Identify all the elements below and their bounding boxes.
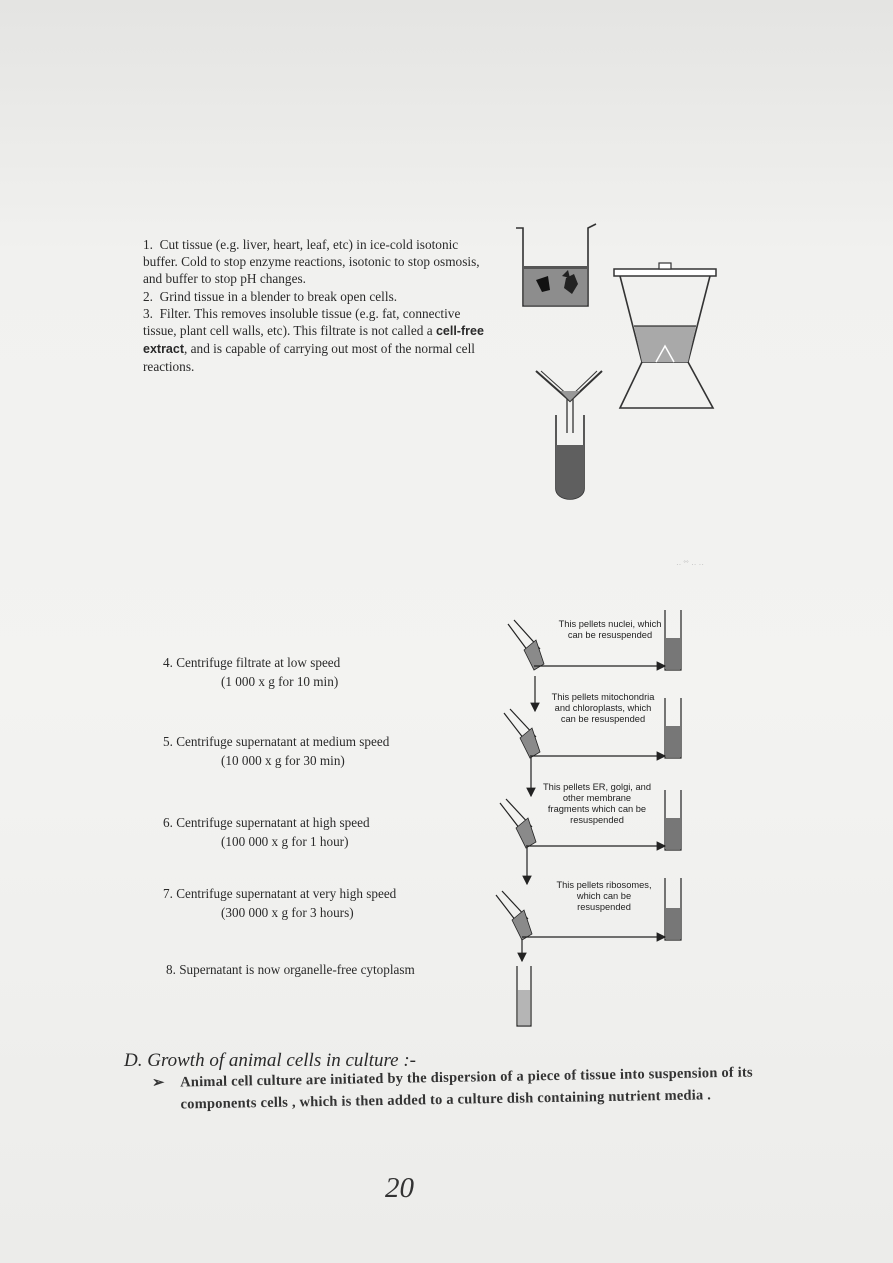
blender-illustration [612, 262, 722, 412]
angled-tube-1 [508, 620, 544, 670]
angled-tube-4 [496, 891, 532, 940]
cell-free-extract-term: cell-free extract [143, 324, 484, 357]
preparation-steps [143, 236, 488, 376]
centrifuge-step-5: 5. Centrifuge supernatant at medium speed (10 000 x g for 30 min) [163, 734, 390, 768]
bullet-arrow-icon: ➢ [152, 1074, 165, 1091]
section-d-heading: D. Growth of animal cells in culture :- [124, 1050, 417, 1071]
centrifuge-step-8: 8. Supernatant is now organelle-free cytoplasm [166, 962, 415, 977]
pellet-note-er-golgi: This pellets ER, golgi, and other membrane fragments which can be resuspended [542, 782, 651, 825]
pellet-note-mitochondria: This pellets mitochondria and chloroplasts, which can be resuspended [551, 692, 655, 724]
pellet-tube-3 [665, 790, 681, 850]
prep-step-1: 1. Cut tissue (e.g. liver, heart, leaf, etc) in ice-cold isotonic buffer. Cold to stop enzyme reactions, isotonic to stop osmosis, and buffer to stop pH changes. [143, 237, 480, 287]
bullet-text: Animal cell culture are initiated by the dispersion of a piece of tissue into suspension of its components cells , which is then added to a culture dish containing nutrient media . [180, 1064, 753, 1113]
pellet-tube-4 [665, 878, 681, 940]
pellet-note-nuclei: This pellets nuclei, which can be resuspended [558, 619, 662, 640]
cytoplasm-tube [517, 966, 531, 1026]
prep-step-2: 2. Grind tissue in a blender to break open cells. [143, 288, 398, 304]
pellet-note-ribosomes: This pellets ribosomes, which can be resuspended [556, 880, 652, 912]
centrifuge-step-6: 6. Centrifuge supernatant at high speed (100 000 x g for 1 hour) [163, 815, 370, 849]
angled-tube-2 [504, 709, 540, 758]
scan-artifact: ·· ˚˚ ·· ·· [676, 560, 704, 569]
funnel-filter-tube-illustration [532, 367, 612, 502]
angled-tube-3 [500, 799, 536, 848]
tissue-beaker-illustration [512, 218, 602, 318]
pellet-tube-2 [665, 698, 681, 758]
pellet-tube-1 [665, 610, 681, 670]
centrifuge-step-7: 7. Centrifuge supernatant at very high speed (300 000 x g for 3 hours) [163, 886, 397, 920]
prep-step-3: 3. Filter. This removes insoluble tissue (e.g. fat, connective tissue, plant cell walls, etc). This filtrate is not called a cell-free extract, and is capable of carrying out most of the normal cell reactions. [143, 305, 484, 375]
section-d-bullet [152, 1061, 763, 1116]
page-number: 20 [385, 1172, 414, 1204]
centrifuge-step-4: 4. Centrifuge filtrate at low speed (1 000 x g for 10 min) [163, 655, 341, 689]
